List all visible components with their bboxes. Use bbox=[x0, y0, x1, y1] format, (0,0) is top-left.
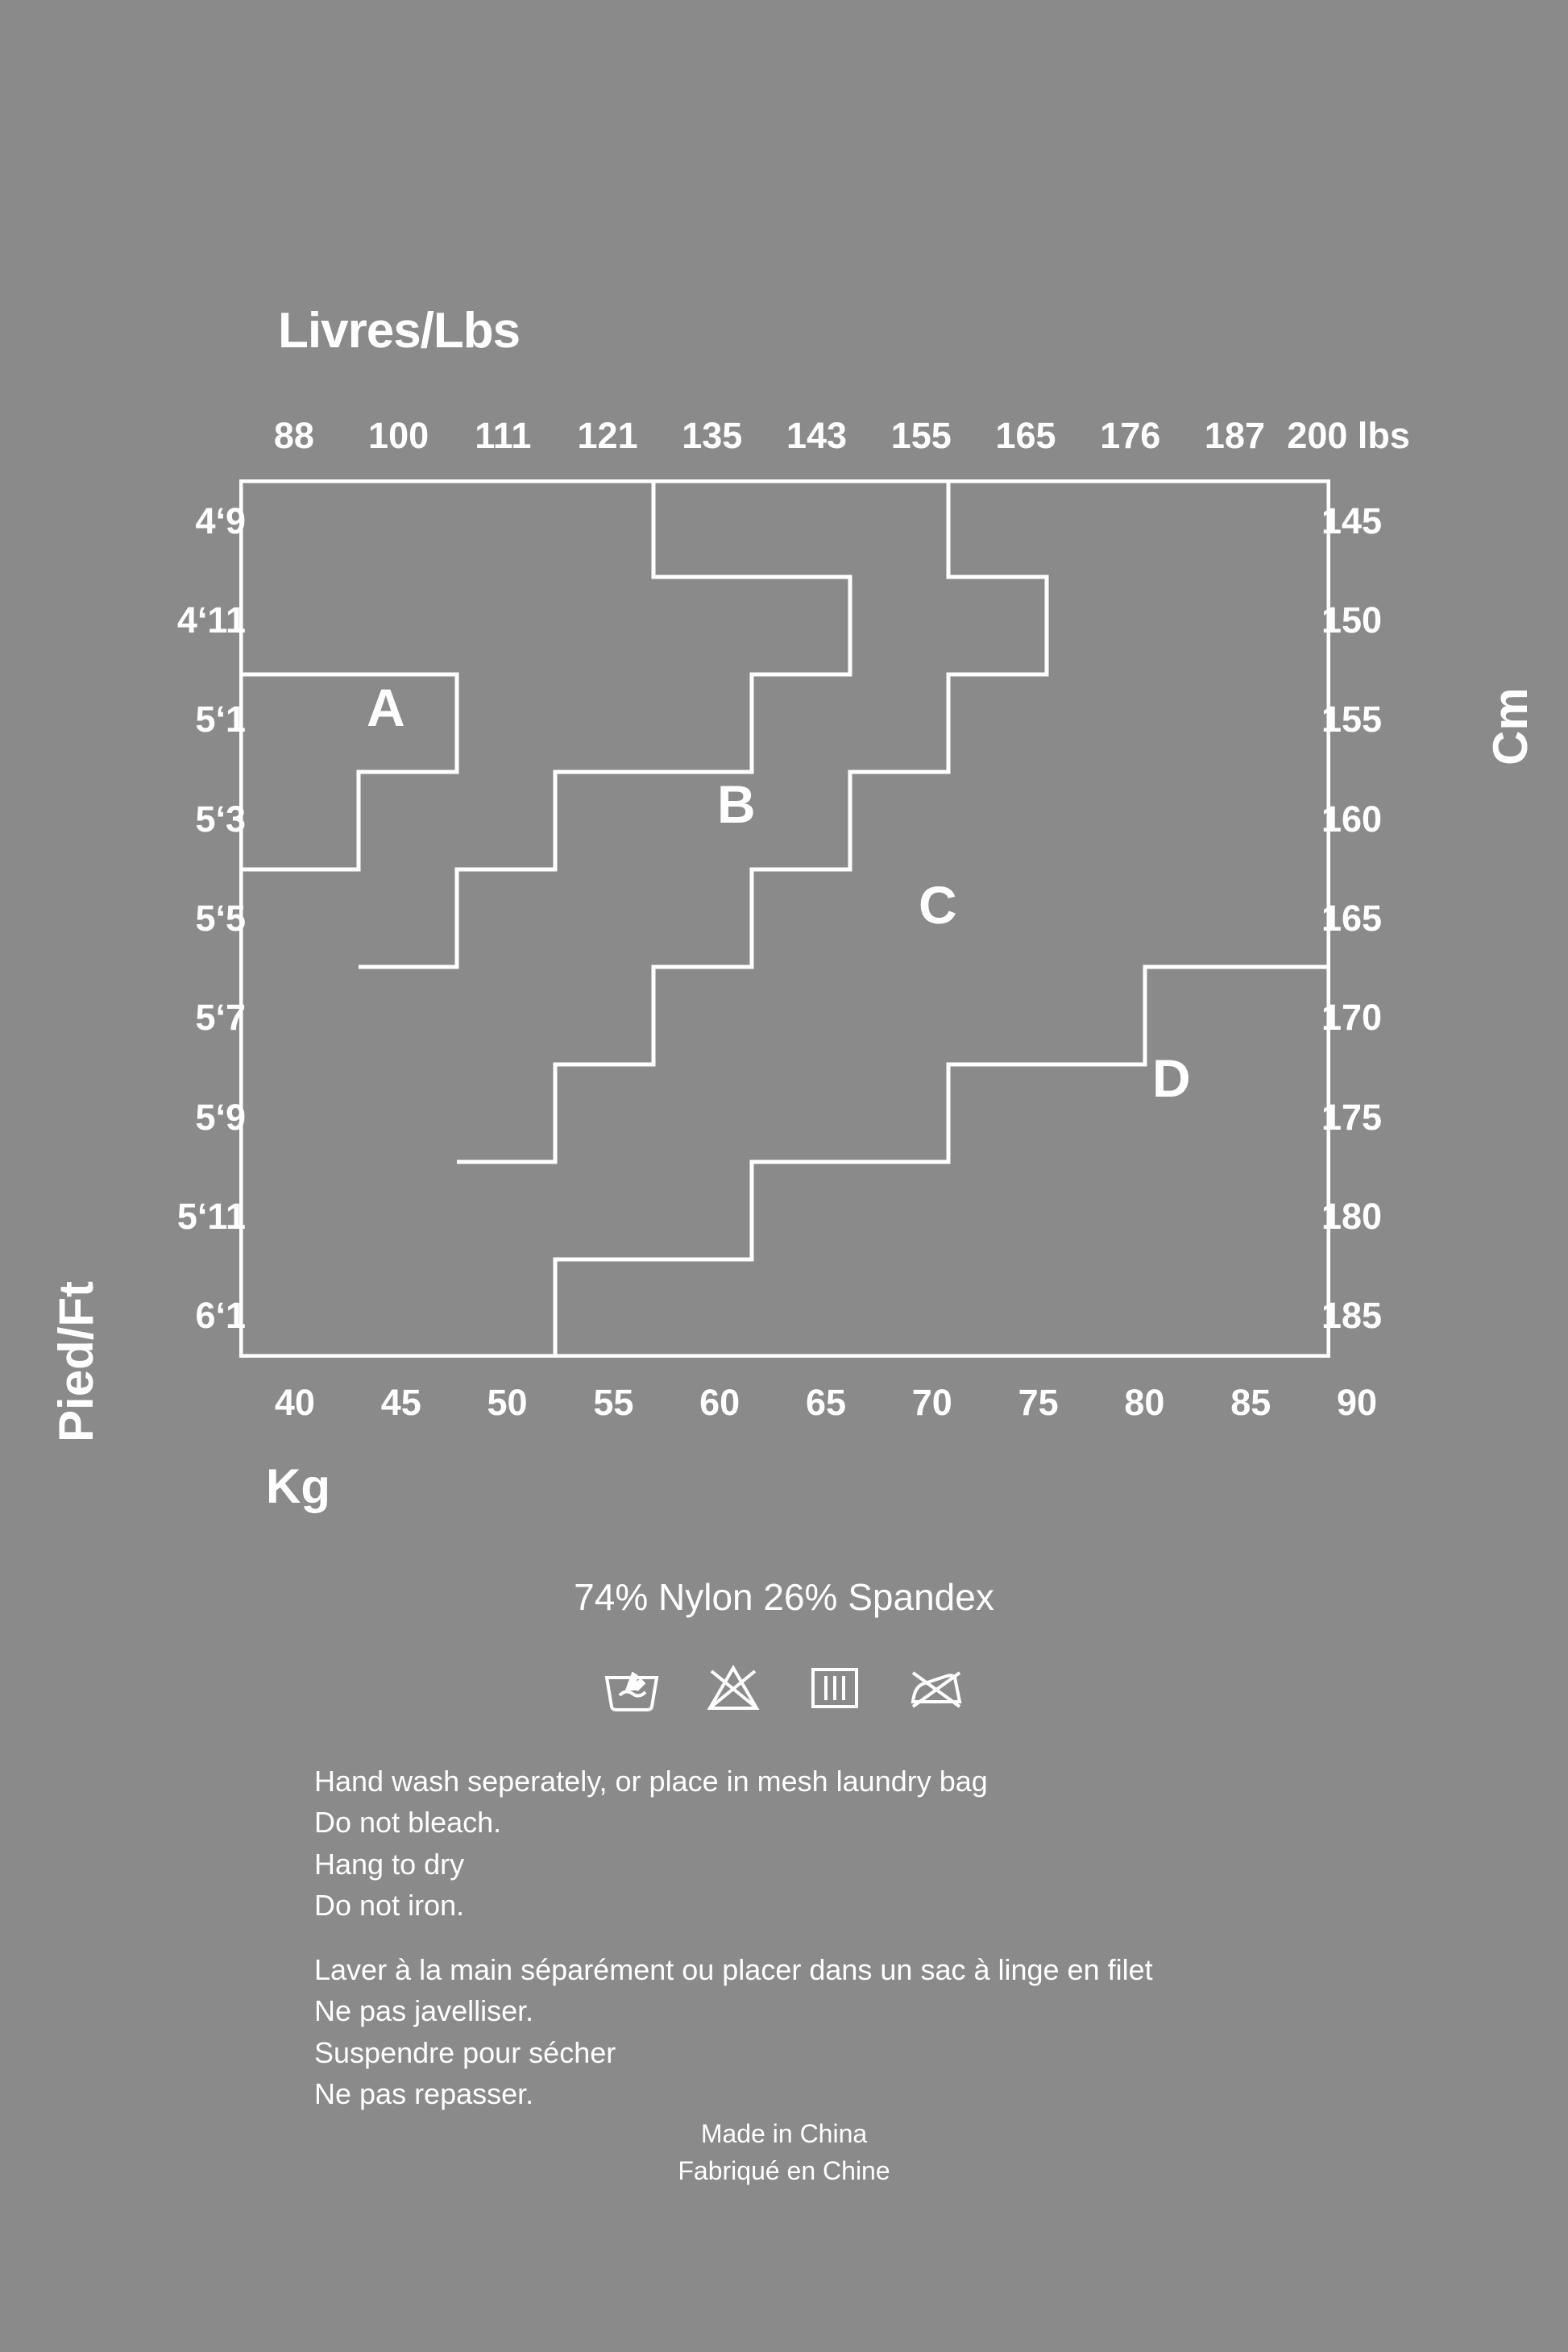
origin-french: Fabriqué en Chine bbox=[678, 2156, 890, 2186]
axis-tick: 100 bbox=[368, 415, 429, 456]
zone-label-d: D bbox=[1152, 1048, 1191, 1108]
care-line: Ne pas javelliser. bbox=[314, 1994, 534, 2028]
care-line: Suspendre pour sécher bbox=[314, 2035, 616, 2069]
zone-label-a: A bbox=[367, 678, 405, 737]
size-zone-diagram bbox=[239, 479, 1330, 1358]
axis-tick: 5‘3 bbox=[195, 798, 246, 840]
axis-tick: 5‘1 bbox=[195, 699, 246, 740]
axis-tick: 135 bbox=[682, 415, 743, 456]
axis-tick: 121 bbox=[577, 415, 638, 456]
chart-title-kg: Kg bbox=[266, 1459, 330, 1513]
axis-tick: 185 bbox=[1321, 1295, 1383, 1337]
axis-tick: 60 bbox=[699, 1382, 740, 1423]
care-line: Ne pas repasser. bbox=[314, 2077, 534, 2111]
axis-tick: 75 bbox=[1018, 1382, 1059, 1423]
axis-right-cm bbox=[1321, 471, 1507, 1366]
care-instructions-french bbox=[314, 1949, 1362, 2115]
do-not-bleach-icon bbox=[703, 1660, 763, 1713]
zone-label-b: B bbox=[717, 774, 756, 834]
axis-tick: 5‘7 bbox=[195, 997, 246, 1039]
care-symbols bbox=[0, 1660, 1568, 1713]
axis-tick: 111 bbox=[475, 415, 532, 456]
axis-tick: 65 bbox=[805, 1382, 846, 1423]
axis-tick: 165 bbox=[1321, 897, 1383, 939]
care-line: Hand wash seperately, or place in mesh laundry bag bbox=[314, 1765, 988, 1798]
axis-tick: 5‘9 bbox=[195, 1096, 246, 1138]
axis-tick: 85 bbox=[1230, 1382, 1271, 1423]
axis-tick: 165 bbox=[995, 415, 1056, 456]
axis-tick: 143 bbox=[786, 415, 848, 456]
chart-title-ft: Pied/Ft bbox=[49, 1280, 103, 1442]
axis-tick: 80 bbox=[1124, 1382, 1165, 1423]
care-line: Do not iron. bbox=[314, 1889, 465, 1923]
care-line: Hang to dry bbox=[314, 1847, 465, 1881]
care-line: Laver à la main séparément ou placer dans un sac à linge en filet bbox=[314, 1952, 1153, 1986]
axis-tick: 4‘9 bbox=[195, 500, 246, 541]
do-not-iron-icon bbox=[906, 1660, 966, 1713]
axis-tick: 155 bbox=[890, 415, 952, 456]
axis-tick: 40 bbox=[274, 1382, 315, 1423]
axis-tick: 6‘1 bbox=[195, 1295, 246, 1337]
axis-tick: 88 bbox=[273, 415, 314, 456]
zone-label-c: C bbox=[919, 875, 957, 935]
fabric-composition: 74% Nylon 26% Spandex bbox=[574, 1576, 994, 1618]
axis-tick: 5‘11 bbox=[176, 1195, 246, 1237]
axis-tick: 170 bbox=[1321, 997, 1383, 1039]
chart-title-cm: Cm bbox=[1483, 687, 1537, 765]
care-instructions-english bbox=[314, 1761, 1362, 1927]
care-line: Do not bleach. bbox=[314, 1806, 502, 1840]
axis-tick: 45 bbox=[380, 1382, 421, 1423]
axis-tick: 180 bbox=[1321, 1195, 1383, 1237]
hand-wash-icon bbox=[602, 1660, 662, 1713]
axis-tick: 55 bbox=[593, 1382, 634, 1423]
axis-bottom-kg bbox=[242, 1382, 1410, 1422]
axis-tick: 50 bbox=[487, 1382, 528, 1423]
axis-tick: 70 bbox=[911, 1382, 952, 1423]
axis-left-feet bbox=[60, 471, 246, 1366]
axis-tick: 176 bbox=[1100, 415, 1161, 456]
axis-tick: 155 bbox=[1321, 699, 1383, 740]
axis-tick: 5‘5 bbox=[195, 897, 246, 939]
axis-tick: 90 bbox=[1337, 1382, 1378, 1423]
chart-title-lbs: Livres/Lbs bbox=[278, 303, 521, 359]
origin-english: Made in China bbox=[700, 2119, 868, 2148]
axis-tick: 187 bbox=[1204, 415, 1266, 456]
size-chart bbox=[0, 266, 1568, 1523]
axis-tick: 200 lbs bbox=[1287, 415, 1410, 456]
care-instructions bbox=[314, 1761, 1362, 2115]
axis-top-lbs bbox=[242, 415, 1410, 455]
hang-to-dry-icon bbox=[805, 1660, 865, 1713]
axis-tick: 150 bbox=[1321, 599, 1383, 641]
axis-tick: 175 bbox=[1321, 1096, 1383, 1138]
origin-block bbox=[0, 2115, 1568, 2190]
axis-tick: 4‘11 bbox=[176, 599, 246, 641]
axis-tick: 160 bbox=[1321, 798, 1383, 840]
axis-tick: 145 bbox=[1321, 500, 1383, 541]
